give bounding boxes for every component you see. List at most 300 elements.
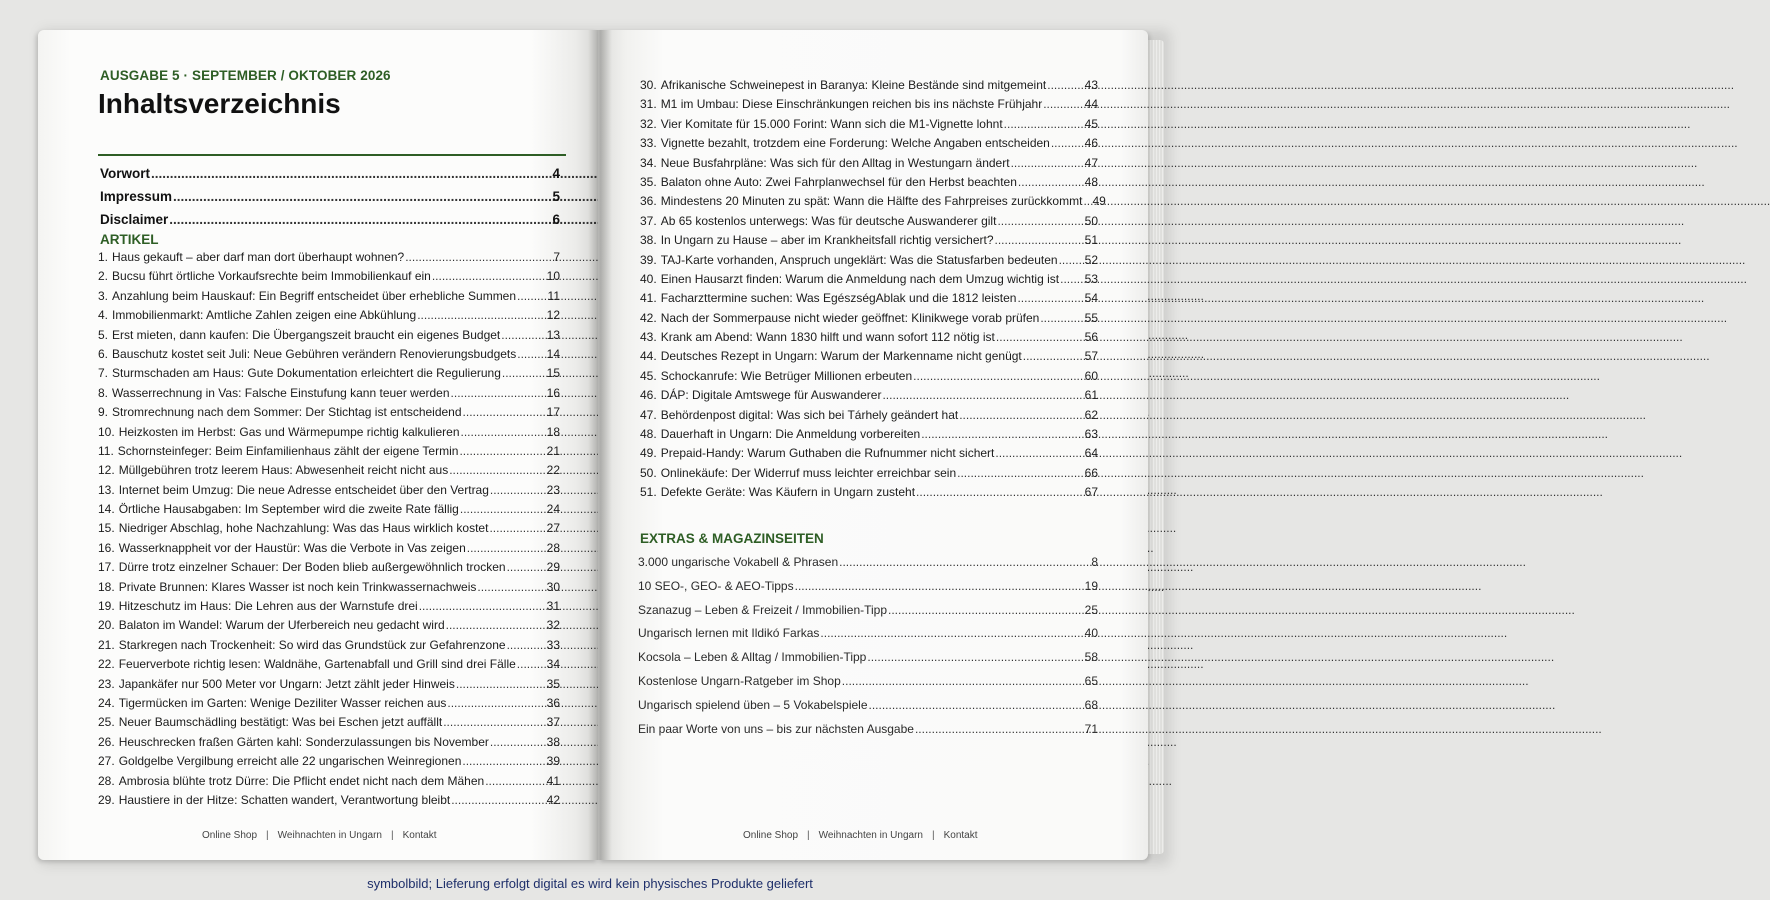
- entry-number: 39.: [640, 252, 657, 267]
- page-title: Inhaltsverzeichnis: [98, 88, 341, 119]
- leader-dots: [417, 306, 545, 325]
- page-number: 4: [552, 166, 560, 181]
- entry-number: 37.: [640, 213, 657, 228]
- toc-entry[interactable]: [98, 500, 560, 519]
- entry-number: 29.: [98, 792, 115, 807]
- entry-title: Balaton ohne Auto: Zwei Fahrplanwechsel für den Herbst beachten: [660, 174, 1017, 189]
- leader-dots: [477, 578, 545, 597]
- entry-number: 17.: [98, 560, 115, 575]
- toc-entry[interactable]: [98, 326, 560, 345]
- page-number: 7: [553, 250, 560, 264]
- toc-entry[interactable]: [640, 95, 1098, 114]
- page-number: 41: [546, 773, 560, 788]
- entry-title: Defekte Geräte: Was Käufern in Ungarn zusteht: [660, 485, 916, 500]
- toc-entry[interactable]: [98, 461, 560, 480]
- page-number: 47: [1084, 155, 1098, 170]
- page-number: 55: [1084, 310, 1098, 325]
- entry-title: Private Brunnen: Klares Wasser ist noch kein Trinkwassernachweis: [118, 579, 477, 594]
- toc-entry[interactable]: [640, 173, 1098, 192]
- right-footer: Online Shop | Weihnachten in Ungarn | Kontakt: [743, 830, 978, 841]
- leader-dots: [913, 367, 1083, 386]
- entry-number: 11.: [98, 443, 114, 458]
- leader-dots: [957, 464, 1084, 483]
- entry-title: Ungarisch spielend üben – 5 Vokabelspiele: [638, 697, 868, 712]
- entry-title: Neuer Baumschädling bestätigt: Was bei Eschen jetzt auffällt: [118, 715, 443, 730]
- entry-title: TAJ-Karte vorhanden, Anspruch ungeklärt: Was die Statusfarben bedeuten: [660, 252, 1058, 267]
- title-divider: [98, 154, 566, 156]
- entry-title: Kocsola – Leben & Alltag / Immobilien-Tipp: [638, 650, 867, 665]
- page-number: 22: [546, 463, 560, 478]
- leader-dots: [419, 597, 546, 616]
- entry-number: 42.: [640, 310, 657, 325]
- entry-number: 47.: [640, 407, 657, 422]
- toc-entry[interactable]: [640, 115, 1098, 134]
- page-number: 52: [1084, 252, 1098, 267]
- footer-link-shop[interactable]: Online Shop: [202, 830, 258, 841]
- entry-title: Stromrechnung nach dem Sommer: Der Stichtag ist entscheidend: [112, 405, 462, 420]
- entry-title: Onlinekäufe: Der Widerruf muss leichter erreichbar sein: [660, 465, 957, 480]
- page-number: 54: [1084, 291, 1098, 306]
- entry-number: 41.: [640, 291, 657, 306]
- toc-entry[interactable]: [640, 270, 1098, 289]
- entry-number: 45.: [640, 368, 657, 383]
- toc-entry[interactable]: [98, 364, 560, 383]
- entry-title: Anzahlung beim Hauskauf: Ein Begriff entscheidet über erhebliche Summen: [112, 288, 517, 303]
- entry-title: Behördenpost digital: Was sich bei Tárhely geändert hat: [660, 407, 959, 422]
- front-matter-list: [100, 162, 560, 231]
- entry-number: 46.: [640, 388, 657, 403]
- page-number: 67: [1084, 485, 1098, 500]
- entry-title: Schornsteinfeger: Beim Einfamilienhaus zählt der eigene Termin: [117, 443, 459, 458]
- page-number: 16: [546, 385, 560, 400]
- leader-dots: [1040, 309, 1083, 328]
- toc-entry[interactable]: [98, 481, 560, 500]
- page-number: 32: [546, 618, 560, 633]
- footer-link-christmas[interactable]: Weihnachten in Ungarn: [277, 830, 382, 841]
- leader-dots: [463, 403, 546, 422]
- page-number: 5: [552, 189, 560, 204]
- leader-dots: [1043, 95, 1083, 114]
- leader-dots: [459, 442, 545, 461]
- entry-title: Krank am Abend: Wann 1830 hilft und wann sofort 112 nötig ist: [660, 330, 995, 345]
- front-matter-item[interactable]: [100, 185, 560, 208]
- entry-number: 50.: [640, 465, 657, 480]
- entry-title: Szanazug – Leben & Freizeit / Immobilien-Tipp: [638, 602, 888, 617]
- page-number: 6: [552, 212, 560, 227]
- entry-number: 48.: [640, 427, 657, 442]
- entry-number: 12.: [98, 463, 115, 478]
- toc-entry[interactable]: [640, 425, 1098, 444]
- leader-dots: [820, 622, 1083, 646]
- leader-dots: [489, 519, 545, 538]
- entry-title: Bauschutz kostet seit Juli: Neue Gebühren verändern Renovierungsbudgets: [112, 346, 517, 361]
- entry-number: 44.: [640, 349, 657, 364]
- entry-title: Afrikanische Schweinepest in Baranya: Kleine Bestände sind mitgemeint: [660, 78, 1047, 92]
- page-number: 53: [1084, 271, 1098, 286]
- leader-dots: [451, 384, 546, 403]
- entry-title: Niedriger Abschlag, hohe Nachzahlung: Was das Haus wirklich kostet: [118, 521, 489, 536]
- leader-dots: [842, 670, 1084, 694]
- leader-dots: [456, 675, 546, 694]
- leader-dots: [1060, 270, 1084, 289]
- entry-title: Tigermücken im Garten: Wenige Deziliter Wasser reichen aus: [118, 695, 447, 710]
- entry-number: 30.: [640, 78, 657, 92]
- toc-entry[interactable]: [98, 248, 560, 267]
- entry-number: 28.: [98, 773, 115, 788]
- book-spine: [588, 30, 612, 860]
- page-number: 34: [546, 657, 560, 672]
- toc-entry[interactable]: [640, 192, 1106, 211]
- page-number: 64: [1084, 446, 1098, 461]
- leader-dots: [915, 718, 1084, 742]
- toc-entry[interactable]: [98, 772, 560, 791]
- leader-dots: [517, 655, 546, 674]
- toc-entry[interactable]: [98, 423, 560, 442]
- leader-dots: [169, 208, 547, 231]
- page-number: 23: [546, 482, 560, 497]
- leader-dots: [1017, 289, 1083, 308]
- entry-number: 22.: [98, 657, 115, 672]
- entry-title: DÁP: Digitale Amtswege für Auswanderer: [660, 388, 882, 403]
- leader-dots: [995, 444, 1083, 463]
- leader-dots: [916, 483, 1084, 502]
- extras-entry[interactable]: [638, 599, 1098, 623]
- leader-dots: [1018, 173, 1084, 192]
- entry-number: 20.: [98, 618, 115, 633]
- articles-list-right: [640, 76, 1106, 503]
- page-number: 57: [1084, 349, 1098, 364]
- entry-number: 5.: [98, 327, 109, 342]
- entry-number: 32.: [640, 116, 657, 131]
- entry-number: 33.: [640, 136, 657, 151]
- page-number: 36: [546, 695, 560, 710]
- page-number: 39: [546, 754, 560, 769]
- left-footer: Online Shop | Weihnachten in Ungarn | Kontakt: [202, 830, 437, 841]
- entry-title: 10 SEO-, GEO- & AEO-Tipps: [638, 578, 794, 593]
- leader-dots: [1023, 347, 1084, 366]
- leader-dots: [461, 423, 546, 442]
- entry-title: Immobilienmarkt: Amtliche Zahlen zeigen eine Abkühlung: [112, 308, 417, 323]
- entry-title: Einen Hausarzt finden: Warum die Anmeldung nach dem Umzug wichtig ist: [660, 271, 1060, 286]
- issue-label: AUSGABE 5 · SEPTEMBER / OKTOBER 2026: [100, 68, 391, 83]
- entry-number: 4.: [98, 308, 109, 323]
- entry-title: Heuschrecken fraßen Gärten kahl: Sonderzulassungen bis November: [118, 734, 489, 749]
- page-number: 63: [1084, 427, 1098, 442]
- entry-title: Feuerverbote richtig lesen: Waldnähe, Gartenabfall und Grill sind drei Fälle: [118, 657, 516, 672]
- page-number: 71: [1084, 721, 1098, 736]
- entry-title: M1 im Umbau: Diese Einschränkungen reichen bis ins nächste Frühjahr: [660, 97, 1043, 112]
- entry-number: 13.: [98, 482, 115, 497]
- toc-entry[interactable]: [640, 309, 1098, 328]
- toc-entry[interactable]: [98, 616, 560, 635]
- image-caption: symbolbild; Lieferung erfolgt digital es wird kein physisches Produkte geliefert: [367, 876, 813, 891]
- page-number: 14: [546, 346, 560, 361]
- leader-dots: [995, 231, 1084, 250]
- page-number: 50: [1084, 213, 1098, 228]
- toc-entry[interactable]: [98, 442, 560, 461]
- leader-dots: [1059, 251, 1084, 270]
- page-number: 58: [1084, 650, 1098, 665]
- page-number: 43: [1084, 78, 1098, 92]
- toc-entry[interactable]: [640, 134, 1098, 153]
- page-number: 24: [546, 502, 560, 517]
- leader-dots: [467, 539, 546, 558]
- articles-heading: ARTIKEL: [100, 232, 159, 247]
- entry-number: 16.: [98, 540, 115, 555]
- entry-number: 43.: [640, 330, 657, 345]
- toc-entry[interactable]: [98, 345, 560, 364]
- toc-entry[interactable]: [98, 655, 560, 674]
- leader-dots: [447, 694, 545, 713]
- page-number: 17: [546, 405, 560, 420]
- entry-title: Dauerhaft in Ungarn: Die Anmeldung vorbereiten: [660, 427, 921, 442]
- entry-title: Goldgelbe Vergilbung erreicht alle 22 ungarischen Weinregionen: [118, 754, 462, 769]
- left-page: [38, 30, 598, 860]
- toc-entry[interactable]: [98, 713, 560, 732]
- entry-number: 21.: [98, 637, 115, 652]
- page-number: 42: [546, 792, 560, 807]
- entry-title: Müllgebühren trotz leerem Haus: Abwesenheit reicht nicht aus: [118, 463, 449, 478]
- entry-number: 38.: [640, 233, 657, 248]
- entry-title: Ein paar Worte von uns – bis zur nächsten Ausgabe: [638, 721, 914, 736]
- entry-number: 34.: [640, 155, 657, 170]
- entry-number: 35.: [640, 174, 657, 189]
- entry-title: Internet beim Umzug: Die neue Adresse entscheidet über den Vertrag: [118, 482, 489, 497]
- leader-dots: [1083, 192, 1091, 211]
- extras-entry[interactable]: [638, 622, 1098, 646]
- page-number: 49: [1092, 194, 1106, 209]
- leader-dots: [888, 599, 1084, 623]
- leader-dots: [869, 694, 1084, 718]
- extras-entry[interactable]: [638, 575, 1098, 599]
- entry-title: Balaton im Wandel: Warum der Uferbereich neu gedacht wird: [118, 618, 445, 633]
- toc-entry[interactable]: [640, 464, 1098, 483]
- leader-dots: [507, 636, 546, 655]
- toc-entry[interactable]: [98, 597, 560, 616]
- page-number: 13: [546, 327, 560, 342]
- leader-dots: [490, 481, 546, 500]
- entry-number: 24.: [98, 695, 115, 710]
- entry-title: Kostenlose Ungarn-Ratgeber im Shop: [638, 673, 841, 688]
- page-number: 35: [546, 676, 560, 691]
- toc-entry[interactable]: [640, 231, 1098, 250]
- entry-title: Neue Busfahrpläne: Was sich für den Alltag in Westungarn ändert: [660, 155, 1010, 170]
- footer-link-shop[interactable]: Online Shop: [743, 830, 799, 841]
- leader-dots: [443, 713, 545, 732]
- page-number: 44: [1084, 97, 1098, 112]
- entry-number: 1.: [98, 250, 109, 264]
- page-number: 60: [1084, 368, 1098, 383]
- entry-title: Disclaimer: [100, 212, 169, 227]
- extras-entry[interactable]: [638, 551, 1098, 575]
- entry-title: Haustiere in der Hitze: Schatten wandert, Verantwortung bleibt: [118, 792, 451, 807]
- entry-number: 49.: [640, 446, 657, 461]
- entry-title: Wasserrechnung in Vas: Falsche Einstufung kann teuer werden: [112, 385, 450, 400]
- toc-entry[interactable]: [98, 694, 560, 713]
- entry-title: Nach der Sommerpause nicht wieder geöffnet: Klinikwege vorab prüfen: [660, 310, 1040, 325]
- entry-title: Vorwort: [100, 166, 150, 181]
- entry-title: Ambrosia blühte trotz Dürre: Die Pflicht endet nicht nach dem Mähen: [118, 773, 485, 788]
- leader-dots: [446, 616, 546, 635]
- page-number: 38: [546, 734, 560, 749]
- entry-title: Sturmschaden am Haus: Gute Dokumentation erleichtert die Regulierung: [112, 366, 501, 381]
- leader-dots: [1051, 134, 1084, 153]
- toc-entry[interactable]: [98, 267, 560, 286]
- entry-number: 9.: [98, 405, 109, 420]
- leader-dots: [1004, 115, 1084, 134]
- toc-entry[interactable]: [98, 306, 560, 325]
- toc-entry[interactable]: [640, 76, 1098, 95]
- page-number: 61: [1084, 388, 1098, 403]
- toc-entry[interactable]: [640, 289, 1098, 308]
- toc-entry[interactable]: [640, 386, 1098, 405]
- entry-title: Wasserknappheit vor der Haustür: Was die Verbote in Vas zeigen: [118, 540, 466, 555]
- page-number: 25: [1084, 602, 1098, 617]
- footer-link-contact[interactable]: Kontakt: [943, 830, 978, 841]
- leader-dots: [517, 345, 545, 364]
- toc-entry[interactable]: [98, 752, 560, 771]
- page-number: 62: [1084, 407, 1098, 422]
- leader-dots: [449, 461, 545, 480]
- page-number: 10: [546, 269, 560, 284]
- extras-heading: EXTRAS & MAGAZINSEITEN: [640, 531, 824, 546]
- entry-title: Vier Komitate für 15.000 Forint: Wann sich die M1-Vignette lohnt: [660, 116, 1003, 131]
- toc-entry[interactable]: [640, 212, 1098, 231]
- leader-dots: [867, 646, 1083, 670]
- entry-number: 6.: [98, 346, 109, 361]
- entry-number: 15.: [98, 521, 115, 536]
- extras-entry[interactable]: [638, 718, 1098, 742]
- toc-entry[interactable]: [98, 403, 560, 422]
- toc-entry[interactable]: [98, 558, 560, 577]
- toc-entry[interactable]: [98, 578, 560, 597]
- toc-entry[interactable]: [640, 251, 1098, 270]
- leader-dots: [173, 185, 547, 208]
- entry-title: Facharzttermine suchen: Was EgészségAblak und die 1812 leisten: [660, 291, 1017, 306]
- entry-title: Dürre trotz einzelner Schauer: Der Boden blieb außergewöhnlich trocken: [118, 560, 506, 575]
- toc-entry[interactable]: [98, 539, 560, 558]
- entry-number: 3.: [98, 288, 109, 303]
- entry-number: 14.: [98, 502, 115, 517]
- page-number: 65: [1084, 673, 1098, 688]
- entry-title: Erst mieten, dann kaufen: Die Übergangszeit braucht ein eigenes Budget: [112, 327, 501, 342]
- entry-number: 2.: [98, 269, 109, 284]
- toc-entry[interactable]: [640, 328, 1098, 347]
- leader-dots: [451, 791, 545, 810]
- page-number: 19: [1084, 578, 1098, 593]
- leader-dots: [502, 364, 546, 383]
- toc-entry[interactable]: [98, 519, 560, 538]
- entry-number: 27.: [98, 754, 115, 769]
- page-number: 46: [1084, 136, 1098, 151]
- front-matter-item[interactable]: [100, 208, 560, 231]
- page-number: 29: [546, 560, 560, 575]
- entry-title: Ab 65 kostenlos unterwegs: Was für deutsche Auswanderer gilt: [660, 213, 997, 228]
- leader-dots: [1011, 154, 1084, 173]
- entry-title: Schockanrufe: Wie Betrüger Millionen erbeuten: [660, 368, 913, 383]
- entry-number: 40.: [640, 271, 657, 286]
- page-number: 33: [546, 637, 560, 652]
- extras-entry[interactable]: [638, 670, 1098, 694]
- page-number: 18: [546, 424, 560, 439]
- extras-entry[interactable]: [638, 646, 1098, 670]
- toc-entry[interactable]: [98, 384, 560, 403]
- leader-dots: [517, 287, 547, 306]
- articles-list-left: [98, 248, 560, 810]
- footer-link-christmas[interactable]: Weihnachten in Ungarn: [818, 830, 923, 841]
- entry-number: 51.: [640, 485, 657, 500]
- entry-title: Haus gekauft – aber darf man dort überhaupt wohnen?: [112, 250, 405, 264]
- entry-title: Bucsu führt örtliche Vorkaufsrechte beim Immobilienkauf ein: [112, 269, 431, 284]
- leader-dots: [507, 558, 546, 577]
- leader-dots: [490, 733, 546, 752]
- footer-link-contact[interactable]: Kontakt: [402, 830, 437, 841]
- leader-dots: [462, 752, 545, 771]
- leader-dots: [882, 386, 1083, 405]
- leader-dots: [501, 326, 545, 345]
- entry-number: 18.: [98, 579, 115, 594]
- page-number: 48: [1084, 174, 1098, 189]
- toc-entry[interactable]: [98, 287, 560, 306]
- page-number: 40: [1084, 626, 1098, 641]
- toc-entry[interactable]: [640, 406, 1098, 425]
- entry-number: 7.: [98, 366, 109, 381]
- right-page: [598, 30, 1148, 860]
- toc-entry[interactable]: [640, 483, 1098, 502]
- page-number: 15: [546, 366, 560, 381]
- toc-entry[interactable]: [98, 791, 560, 810]
- entry-number: 25.: [98, 715, 115, 730]
- leader-dots: [1047, 76, 1083, 95]
- entry-title: Prepaid-Handy: Warum Guthaben die Rufnummer nicht sichert: [660, 446, 995, 461]
- page-number: 45: [1084, 116, 1098, 131]
- entry-title: Vignette bezahlt, trotzdem eine Forderung: Welche Angaben entscheiden: [660, 136, 1050, 151]
- entry-title: Örtliche Hausabgaben: Im September wird die zweite Rate fällig: [118, 502, 459, 517]
- entry-number: 31.: [640, 97, 657, 112]
- entry-title: Heizkosten im Herbst: Gas und Wärmepumpe richtig kalkulieren: [118, 424, 460, 439]
- toc-entry[interactable]: [640, 367, 1098, 386]
- toc-entry[interactable]: [640, 444, 1098, 463]
- extras-entry[interactable]: [638, 694, 1098, 718]
- extras-list: [638, 551, 1098, 741]
- page-number: 68: [1084, 697, 1098, 712]
- toc-entry[interactable]: [98, 636, 560, 655]
- leader-dots: [795, 575, 1084, 599]
- page-number: 11: [547, 288, 560, 303]
- entry-number: 19.: [98, 599, 115, 614]
- toc-entry[interactable]: [640, 154, 1098, 173]
- page-number: 66: [1084, 465, 1098, 480]
- page-number: 31: [546, 599, 560, 614]
- page-number: 30: [546, 579, 560, 594]
- entry-title: Japankäfer nur 500 Meter vor Ungarn: Jetzt zählt jeder Hinweis: [118, 676, 455, 691]
- entry-number: 10.: [98, 424, 115, 439]
- front-matter-item[interactable]: [100, 162, 560, 185]
- entry-title: Hitzeschutz im Haus: Die Lehren aus der Warnstufe drei: [118, 599, 418, 614]
- page-number: 51: [1084, 233, 1098, 248]
- leader-dots: [151, 162, 547, 185]
- leader-dots: [959, 406, 1083, 425]
- toc-entry[interactable]: [640, 347, 1098, 366]
- toc-entry[interactable]: [98, 733, 560, 752]
- entry-number: 36.: [640, 194, 657, 209]
- toc-entry[interactable]: [98, 675, 560, 694]
- page-number: 37: [546, 715, 560, 730]
- leader-dots: [485, 772, 545, 791]
- entry-title: In Ungarn zu Hause – aber im Krankheitsfall richtig versichert?: [660, 233, 994, 248]
- leader-dots: [405, 248, 547, 267]
- page-number: 12: [546, 308, 560, 323]
